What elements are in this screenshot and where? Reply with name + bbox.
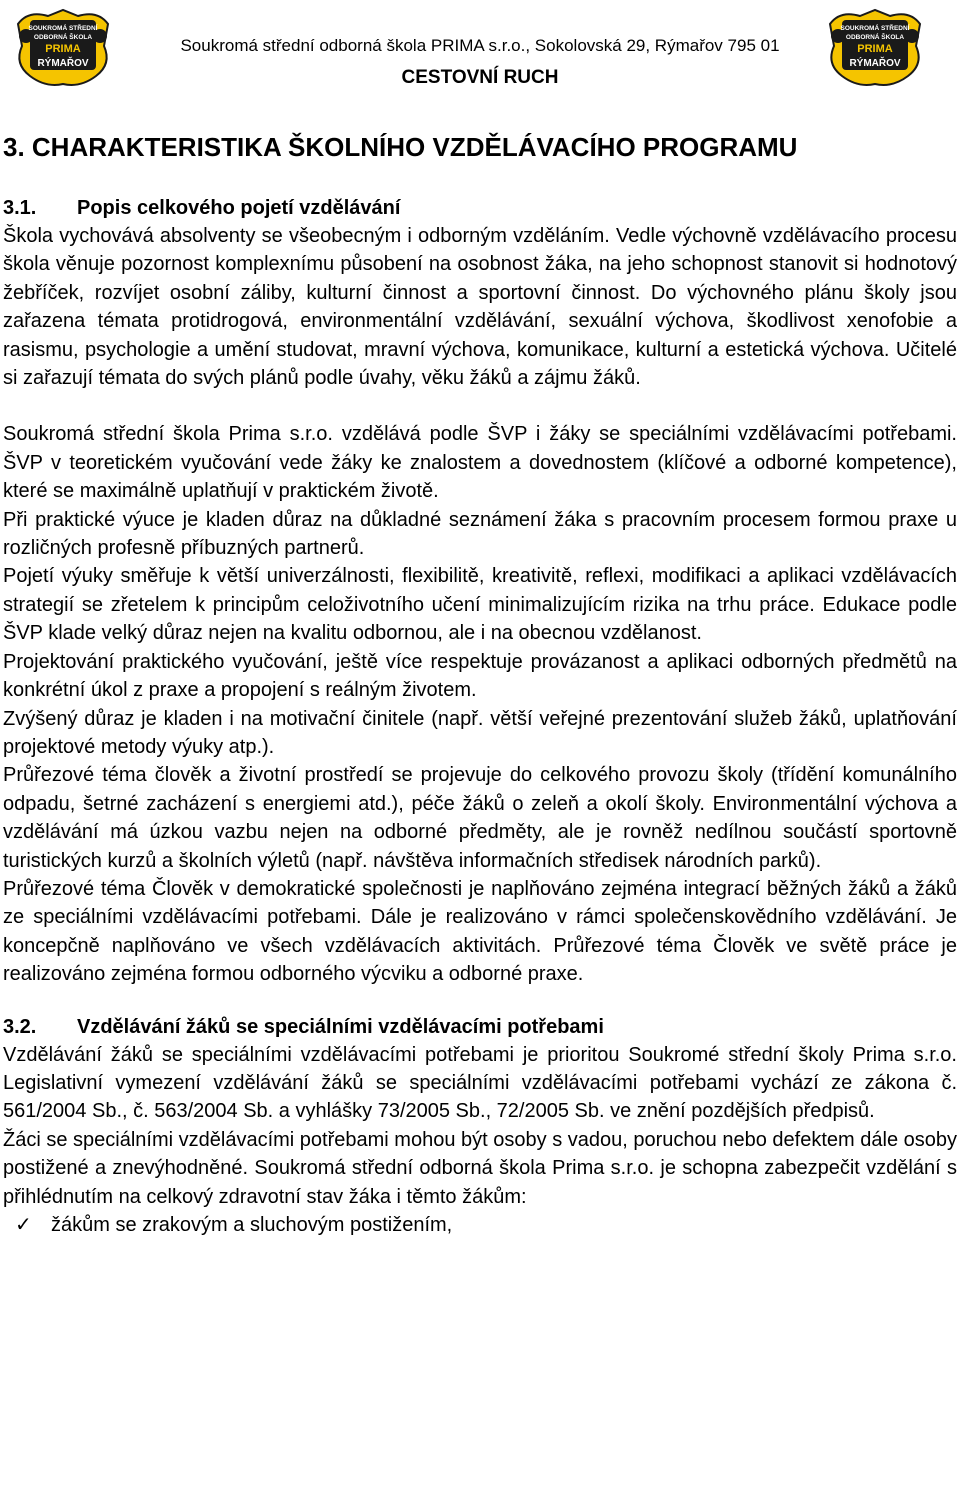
school-logo-emblem [820,6,930,90]
paragraph: Zvýšený důraz je kladen i na motivační činitele (např. větší veřejné prezentování služeb žáků, uplatňování projektové metody výuky atp.). [3,707,957,758]
logo-text-3: PRIMA [857,43,893,55]
subsection-heading-1 [3,194,957,222]
logo-text-3: PRIMA [45,43,81,55]
page-header [0,0,960,100]
paragraph: Průřezové téma Člověk v demokratické společnosti je naplňováno zejména integrací běžných žáků a žáků ze speciálními vzdělávacími potřebami. Dále je realizováno v rámci společenskovědního vzdělávání. Je koncepčně naplňováno ve všech vzdělávacích aktivitách. Průřezové téma Člověk ve světě práce je realizováno zejména formou odborného výcviku a odborné praxe. [3,877,957,986]
paragraph: Průřezové téma člověk a životní prostředí se projevuje do celkového provozu školy (třídění komunálního odpadu, šetrné zacházení s energiemi atd.), péče žáků o zeleň a okolí školy. Environmentální výchova a vzdělávání má úzkou vazbu nejen na odborné předměty, ale je rovněž nedílnou součástí sportovně turistických kurzů a školních výletů (např. návštěva informačních středisek národních parků). [3,764,957,872]
paragraph: Při praktické výuce je kladen důraz na důkladné seznámení žáka s pracovním procesem formou praxe u rozličných profesně příbuzných partnerů. [3,508,957,560]
list-item-text: žákům se zrakovým a sluchovým postižením, [51,1214,453,1236]
logo-text-2: ODBORNÁ ŠKOLA [845,34,905,41]
subsection-heading-2 [3,1013,957,1041]
school-logo-left [8,6,118,90]
school-logo-emblem [8,6,118,90]
logo-text-1: SOUKROMÁ STŘEDNÍ [28,25,98,32]
paragraph: Pojetí výuky směřuje k větší univerzálnosti, flexibilitě, kreativitě, reflexi, modifikaci a aplikaci vzdělávacích strategií se zřetelem k principům celoživotního učení minimalizujícím rizika na trhu práce. Edukace podle ŠVP klade velký důraz nejen na kvalitu odbornou, ale i na obecnou vzdělanost. [3,565,957,645]
paragraph: Soukromá střední škola Prima s.r.o. vzdělává podle ŠVP i žáky se speciálními vzdělávacími potřebami. ŠVP v teoretickém vyučování vede žáky ke znalostem a dovednostem (klíčové a odborné kompetence), které se maximálně uplatňují v praktickém životě. [3,423,957,503]
check-icon: ✓ [15,1214,32,1236]
program-name: CESTOVNÍ RUCH [401,67,559,88]
spacer [3,392,957,420]
needs-list [3,1211,957,1239]
paragraph: Škola vychovává absolventy se všeobecným i odborným vzděláním. Vedle výchovně vzdělávacího procesu škola věnuje pozornost komplexnímu působení na osobnost žáka, na jeho schopnost stanovit si hodnotový žebříček, rozvíjet osobní záliby, kulturní činnost a sportovní činnost. Do výchovného plánu školy jsou zařazena témata protidrogová, environmentální vzdělávání, sexuální výchova, škodlivost xenofobie a rasismu, psychologie a umění studovat, mravní výchova, komunikace, kulturní a estetická výchova. Učitelé si zařazují témata do svých plánů podle úvahy, věku žáků a zájmu žáků. [3,225,957,390]
section-title: 3. CHARAKTERISTIKA ŠKOLNÍHO VZDĚLÁVACÍHO PROGRAMU [3,132,798,162]
logo-text-4: RÝMAŘOV [37,58,89,69]
list-item [3,1211,957,1239]
document-body [3,128,957,1239]
paragraph: Projektování praktického vyučování, ještě více respektuje provázanost a aplikaci odborných předmětů na konkrétní úkol z praxe a propojení s reálným životem. [3,650,957,702]
paragraph: Vzdělávání žáků se speciálními vzdělávacími potřebami je prioritou Soukromé střední školy Prima s.r.o. Legislativní vymezení vzdělávání žáků se speciálními vzdělávacími potřebami vychází ze zákona č. 561/2004 Sb., č. 563/2004 Sb. a vyhlášky 73/2005 Sb., 72/2005 Sb. ve znění pozdějších předpisů. [3,1043,957,1123]
subsection-number: 3.1. [3,197,37,219]
logo-text-4: RÝMAŘOV [849,58,901,69]
school-address: Soukromá střední odborná škola PRIMA s.r.o., Sokolovská 29, Rýmařov 795 01 [180,36,780,55]
logo-text-2: ODBORNÁ ŠKOLA [33,34,93,41]
logo-text-1: SOUKROMÁ STŘEDNÍ [840,25,910,32]
spacer [3,989,957,1013]
subsection-title: Vzdělávání žáků se speciálními vzdělávacími potřebami [77,1015,604,1038]
school-logo-right [820,6,930,90]
subsection-title: Popis celkového pojetí vzdělávání [77,197,401,219]
paragraph: Žáci se speciálními vzdělávacími potřebami mohou být osoby s vadou, poruchou nebo defektem dále osoby postižené a znevýhodněné. Soukromá střední odborná škola Prima s.r.o. je schopna zabezpečit vzdělání s přihlédnutím na celkový zdravotní stav žáka i těmto žákům: [3,1128,957,1208]
subsection-number: 3.2. [3,1015,37,1038]
